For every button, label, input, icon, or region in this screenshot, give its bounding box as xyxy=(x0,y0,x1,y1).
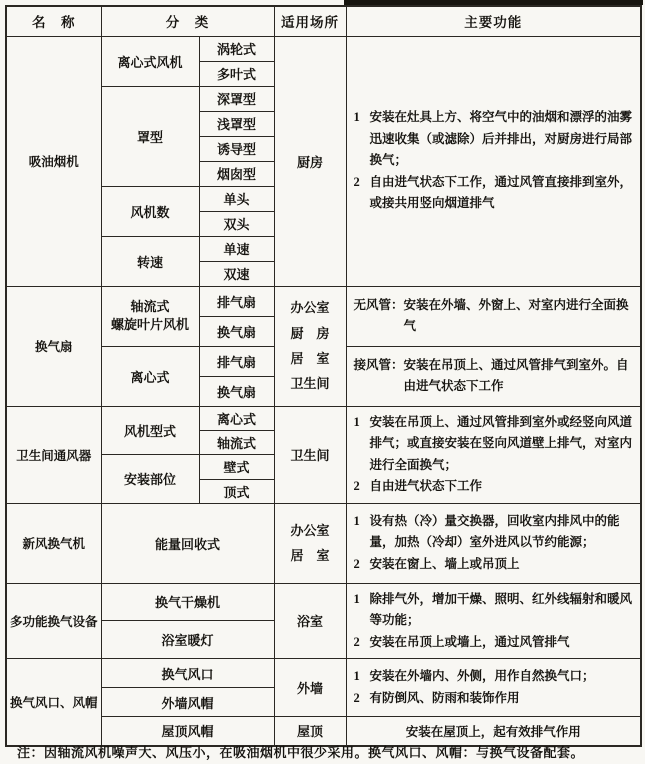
fan-axial-item: 换气扇 xyxy=(199,316,274,346)
table-header-row xyxy=(6,6,641,36)
ventilation-equipment-table xyxy=(5,5,642,747)
category-line: 轴流式 xyxy=(130,299,170,315)
multi-place: 浴室 xyxy=(274,583,346,659)
function-text: 安装在灶具上方、将空气中的油烟和漂浮的油雾迅速收集（或滤除）后并排出，对厨房进行局部换气； xyxy=(369,110,633,168)
header-category: 分 类 xyxy=(101,6,274,36)
function-text: 设有热（冷）量交换器，回收室内排风中的能量，加热（冷却）室外进风以节约能源； xyxy=(369,513,620,550)
fresh-name: 新风换气机 xyxy=(6,503,101,583)
place-line: 厨 房 xyxy=(290,325,330,341)
function-item xyxy=(354,107,633,172)
fan-function-noduct xyxy=(346,286,641,346)
hood-name: 吸油烟机 xyxy=(6,36,101,286)
function-item xyxy=(354,511,633,554)
function-text: 安装在窗上、墙上或吊顶上 xyxy=(369,556,520,571)
place-line: 卫生间 xyxy=(290,376,330,392)
toilet-name: 卫生间通风器 xyxy=(6,406,101,503)
multi-name: 多功能换气设备 xyxy=(6,583,101,659)
table-row xyxy=(6,286,641,316)
fan-axial-item: 排气扇 xyxy=(199,286,274,316)
fan-group-axial xyxy=(101,286,199,346)
function-label: 接风管： xyxy=(353,357,404,372)
function-number: 1 xyxy=(353,110,360,125)
toilet-place: 卫生间 xyxy=(274,406,346,503)
toilet-group-type: 风机型式 xyxy=(101,406,199,454)
table-row xyxy=(6,659,641,688)
function-item xyxy=(354,172,633,215)
toilet-type-item: 轴流式 xyxy=(199,430,274,454)
function-text: 自由进气状态下工作 xyxy=(369,479,483,493)
place-line: 办公室 xyxy=(290,300,330,316)
toilet-type-item: 离心式 xyxy=(199,406,274,430)
function-number: 1 xyxy=(353,591,360,606)
hood-functions xyxy=(346,36,641,286)
hood-count-item: 双头 xyxy=(199,211,274,236)
hood-count-item: 单头 xyxy=(199,186,274,211)
function-text: 自由进气状态下工作，通过风管直接排到室外，或接共用竖向烟道排气 xyxy=(369,174,633,211)
fan-place xyxy=(274,286,346,406)
function-number: 2 xyxy=(353,634,360,649)
hood-group-fan: 离心式风机 xyxy=(101,36,199,86)
table-row xyxy=(6,36,641,61)
function-item xyxy=(354,666,633,688)
table-row xyxy=(6,583,641,621)
function-item xyxy=(354,589,633,632)
vent-place-wall: 外墙 xyxy=(274,659,346,717)
place-line: 办公室 xyxy=(290,522,330,538)
function-item xyxy=(354,688,633,710)
hood-cover-item: 烟囱型 xyxy=(199,161,274,186)
category-line: 螺旋叶片风机 xyxy=(110,317,189,332)
place-line: 居 室 xyxy=(290,351,330,366)
table-row xyxy=(6,503,641,583)
multi-item: 浴室暖灯 xyxy=(101,621,274,659)
hood-fan-item: 涡轮式 xyxy=(199,36,274,61)
vent-functions xyxy=(346,659,641,717)
hood-cover-item: 深罩型 xyxy=(199,86,274,111)
vent-item: 换气风口 xyxy=(101,659,274,688)
toilet-functions xyxy=(346,406,641,503)
function-item xyxy=(354,632,633,654)
function-number: 2 xyxy=(353,174,360,189)
toilet-group-mount: 安装部位 xyxy=(101,454,199,503)
toilet-mount-item: 壁式 xyxy=(199,454,274,479)
vent-name: 换气风口、风帽 xyxy=(6,659,101,746)
function-item xyxy=(354,554,633,576)
fresh-functions xyxy=(346,503,641,583)
multi-functions xyxy=(346,583,641,659)
hood-cover-item: 浅罩型 xyxy=(199,111,274,136)
place-line: 居 室 xyxy=(290,548,330,563)
function-number: 2 xyxy=(353,556,360,571)
hood-group-speed: 转速 xyxy=(101,236,199,286)
function-item xyxy=(354,476,633,498)
table-row xyxy=(6,406,641,430)
function-text: 除排气外，增加干燥、照明、红外线辐射和暖风等功能； xyxy=(369,591,633,627)
function-number: 2 xyxy=(353,479,360,493)
hood-speed-item: 单速 xyxy=(199,236,274,261)
function-label: 无风管： xyxy=(353,297,404,312)
hood-group-cover: 罩型 xyxy=(101,86,199,186)
vent-roof-function: 安装在屋顶上，起有效排气作用 xyxy=(346,717,641,746)
fan-name: 换气扇 xyxy=(6,286,101,406)
header-name: 名 称 xyxy=(6,6,101,36)
hood-speed-item: 双速 xyxy=(199,261,274,286)
function-number: 1 xyxy=(353,669,360,683)
fan-centrifugal-item: 换气扇 xyxy=(199,376,274,406)
function-text: 安装在吊顶上、通过风管排气到室外。自由进气状态下工作 xyxy=(403,357,629,393)
function-number: 1 xyxy=(353,414,360,429)
function-text: 安装在外墙内、外侧，用作自然换气口； xyxy=(369,669,595,683)
function-number: 1 xyxy=(353,513,360,528)
function-text: 安装在外墙、外窗上、对室内进行全面换气 xyxy=(403,297,629,333)
multi-item: 换气干燥机 xyxy=(101,583,274,621)
vent-item: 外墙风帽 xyxy=(101,688,274,717)
hood-group-count: 风机数 xyxy=(101,186,199,236)
header-place: 适用场所 xyxy=(274,6,346,36)
fan-function-duct xyxy=(346,346,641,406)
hood-fan-item: 多叶式 xyxy=(199,61,274,86)
function-item xyxy=(354,412,633,477)
fresh-category: 能量回收式 xyxy=(101,503,274,583)
function-item xyxy=(354,295,633,338)
vent-item: 屋顶风帽 xyxy=(101,717,274,746)
function-text: 有防倒风、防雨和装饰作用 xyxy=(369,690,520,705)
toilet-mount-item: 顶式 xyxy=(199,479,274,503)
function-text: 安装在吊顶上、通过风管排到室外或经竖向风道排气；或直接安装在竖向风道壁上排气，对室内进行全面换气； xyxy=(369,414,633,472)
function-number: 2 xyxy=(353,690,360,705)
fresh-place xyxy=(274,503,346,583)
footnote: 注：因轴流风机噪声大、风压小，在吸油烟机中很少采用。换气风口、风帽：与换气设备配套。 xyxy=(17,745,585,760)
fan-centrifugal-item: 排气扇 xyxy=(199,346,274,376)
hood-place: 厨房 xyxy=(274,36,346,286)
hood-cover-item: 诱导型 xyxy=(199,136,274,161)
function-text: 安装在吊顶上或墙上，通过风管排气 xyxy=(369,634,570,649)
fan-group-centrifugal: 离心式 xyxy=(101,346,199,406)
header-function: 主要功能 xyxy=(346,6,641,36)
function-item xyxy=(354,355,633,398)
vent-place-roof: 屋顶 xyxy=(274,717,346,746)
